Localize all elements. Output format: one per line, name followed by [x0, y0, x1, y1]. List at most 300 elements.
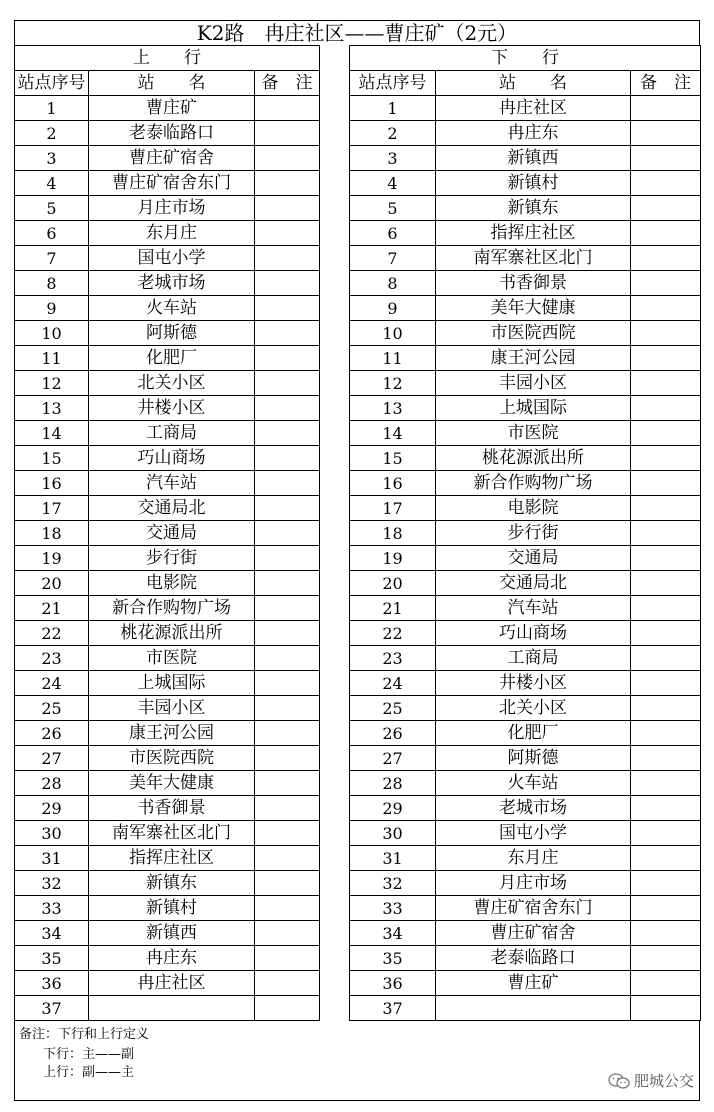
upbound-remark-cell [255, 96, 320, 121]
downbound-seq-cell: 1 [350, 96, 436, 121]
upbound-seq-cell: 23 [15, 646, 89, 671]
upbound-remark-cell [255, 896, 320, 921]
upbound-seq-cell: 18 [15, 521, 89, 546]
upbound-name-cell: 新镇西 [89, 921, 255, 946]
downbound-remark-cell [631, 746, 701, 771]
upbound-remark-cell [255, 296, 320, 321]
downbound-name-cell: 桃花源派出所 [436, 446, 631, 471]
downbound-name-cell: 汽车站 [436, 596, 631, 621]
table-row [15, 846, 701, 871]
downbound-name-cell: 月庄市场 [436, 871, 631, 896]
gap-cell [320, 571, 350, 596]
gap-cell [320, 496, 350, 521]
upbound-seq-cell: 19 [15, 546, 89, 571]
upbound-seq-cell: 34 [15, 921, 89, 946]
gap-cell [320, 771, 350, 796]
upbound-remark-cell [255, 971, 320, 996]
downbound-name-cell: 市医院 [436, 421, 631, 446]
upbound-seq-cell: 17 [15, 496, 89, 521]
downbound-name-header: 站 名 [436, 71, 631, 96]
table-row [15, 621, 701, 646]
downbound-name-cell: 美年大健康 [436, 296, 631, 321]
upbound-name-cell: 交通局 [89, 521, 255, 546]
downbound-name-cell: 新合作购物广场 [436, 471, 631, 496]
table-row [15, 971, 701, 996]
downbound-name-cell: 新镇村 [436, 171, 631, 196]
direction-header-row [15, 46, 701, 71]
upbound-remark-cell [255, 471, 320, 496]
upbound-name-cell: 康王河公园 [89, 721, 255, 746]
downbound-name-cell: 曹庄矿宿舍 [436, 921, 631, 946]
upbound-seq-cell: 28 [15, 771, 89, 796]
table-row [15, 571, 701, 596]
upbound-remark-cell [255, 171, 320, 196]
downbound-seq-cell: 13 [350, 396, 436, 421]
upbound-name-cell: 冉庄东 [89, 946, 255, 971]
downbound-seq-cell: 9 [350, 296, 436, 321]
downbound-name-cell: 新镇东 [436, 196, 631, 221]
stops-table [14, 45, 701, 1021]
upbound-name-cell: 美年大健康 [89, 771, 255, 796]
table-row [15, 196, 701, 221]
downbound-name-cell: 新镇西 [436, 146, 631, 171]
downbound-seq-cell: 16 [350, 471, 436, 496]
downbound-seq-cell: 17 [350, 496, 436, 521]
table-row [15, 346, 701, 371]
downbound-remark-cell [631, 896, 701, 921]
table-row [15, 521, 701, 546]
upbound-seq-cell: 31 [15, 846, 89, 871]
gap-cell [320, 346, 350, 371]
downbound-remark-cell [631, 146, 701, 171]
upbound-remark-cell [255, 146, 320, 171]
downbound-seq-cell: 10 [350, 321, 436, 346]
downbound-seq-cell: 15 [350, 446, 436, 471]
upbound-seq-cell: 10 [15, 321, 89, 346]
gap-cell [320, 646, 350, 671]
table-row [15, 96, 701, 121]
downbound-name-cell: 书香御景 [436, 271, 631, 296]
notes-heading: 备注：下行和上行定义 [19, 1027, 150, 1042]
downbound-remark-cell [631, 546, 701, 571]
downbound-remark-cell [631, 271, 701, 296]
gap-cell [320, 696, 350, 721]
table-row [15, 171, 701, 196]
upbound-remark-header: 备 注 [255, 71, 320, 96]
downbound-seq-cell: 31 [350, 846, 436, 871]
gap-cell [320, 521, 350, 546]
upbound-name-cell: 井楼小区 [89, 396, 255, 421]
table-row [15, 646, 701, 671]
upbound-seq-cell: 21 [15, 596, 89, 621]
upbound-remark-cell [255, 321, 320, 346]
upbound-name-cell: 曹庄矿 [89, 96, 255, 121]
upbound-name-cell: 新镇村 [89, 896, 255, 921]
upbound-name-cell: 国屯小学 [89, 246, 255, 271]
upbound-name-cell: 火车站 [89, 296, 255, 321]
upbound-remark-cell [255, 821, 320, 846]
upbound-remark-cell [255, 421, 320, 446]
gap-cell [320, 596, 350, 621]
downbound-seq-cell: 29 [350, 796, 436, 821]
upbound-remark-cell [255, 246, 320, 271]
downbound-remark-cell [631, 921, 701, 946]
upbound-seq-cell: 3 [15, 146, 89, 171]
downbound-remark-cell [631, 771, 701, 796]
upbound-name-cell: 曹庄矿宿舍 [89, 146, 255, 171]
gap-cell [320, 196, 350, 221]
upbound-seq-cell: 8 [15, 271, 89, 296]
gap-cell [320, 971, 350, 996]
upbound-name-cell: 汽车站 [89, 471, 255, 496]
upbound-seq-cell: 20 [15, 571, 89, 596]
downbound-remark-cell [631, 871, 701, 896]
downbound-seq-cell: 25 [350, 696, 436, 721]
downbound-seq-cell: 19 [350, 546, 436, 571]
downbound-remark-cell [631, 221, 701, 246]
upbound-remark-cell [255, 721, 320, 746]
downbound-seq-cell: 30 [350, 821, 436, 846]
downbound-seq-cell: 7 [350, 246, 436, 271]
upbound-seq-cell: 5 [15, 196, 89, 221]
table-row [15, 696, 701, 721]
downbound-seq-cell: 14 [350, 421, 436, 446]
downbound-name-cell: 上城国际 [436, 396, 631, 421]
upbound-remark-cell [255, 346, 320, 371]
downbound-name-cell: 巧山商场 [436, 621, 631, 646]
table-row [15, 771, 701, 796]
upbound-remark-cell [255, 121, 320, 146]
watermark [608, 1070, 694, 1091]
downbound-seq-cell: 37 [350, 996, 436, 1021]
downbound-seq-cell: 18 [350, 521, 436, 546]
table-row [15, 871, 701, 896]
upbound-name-cell: 老泰临路口 [89, 121, 255, 146]
downbound-seq-cell: 5 [350, 196, 436, 221]
upbound-direction-label: 上 行 [15, 46, 320, 71]
upbound-seq-header: 站点序号 [15, 71, 89, 96]
gap-cell [320, 671, 350, 696]
upbound-seq-cell: 30 [15, 821, 89, 846]
downbound-name-cell: 井楼小区 [436, 671, 631, 696]
gap-cell [320, 96, 350, 121]
gap-cell [320, 271, 350, 296]
downbound-remark-cell [631, 471, 701, 496]
downbound-name-cell: 电影院 [436, 496, 631, 521]
upbound-seq-cell: 36 [15, 971, 89, 996]
gap-cell [320, 471, 350, 496]
downbound-remark-cell [631, 821, 701, 846]
upbound-remark-cell [255, 771, 320, 796]
route-title: K2路 冉庄社区——曹庄矿（2元） [14, 20, 700, 45]
upbound-seq-cell: 15 [15, 446, 89, 471]
downbound-remark-cell [631, 371, 701, 396]
downbound-seq-cell: 36 [350, 971, 436, 996]
upbound-name-cell: 东月庄 [89, 221, 255, 246]
notes-upbound-definition: 上行：副——主 [43, 1065, 135, 1080]
upbound-remark-cell [255, 696, 320, 721]
route-sheet [14, 20, 700, 1021]
wechat-icon [608, 1072, 630, 1090]
downbound-seq-cell: 27 [350, 746, 436, 771]
upbound-remark-cell [255, 196, 320, 221]
upbound-remark-cell [255, 946, 320, 971]
downbound-remark-cell [631, 121, 701, 146]
upbound-name-cell: 市医院 [89, 646, 255, 671]
downbound-remark-cell [631, 446, 701, 471]
downbound-name-cell: 曹庄矿宿舍东门 [436, 896, 631, 921]
downbound-seq-header: 站点序号 [350, 71, 436, 96]
upbound-remark-cell [255, 796, 320, 821]
gap-cell [320, 171, 350, 196]
downbound-remark-cell [631, 346, 701, 371]
upbound-name-cell: 丰园小区 [89, 696, 255, 721]
table-row [15, 146, 701, 171]
upbound-seq-cell: 32 [15, 871, 89, 896]
upbound-remark-cell [255, 371, 320, 396]
downbound-name-cell: 指挥庄社区 [436, 221, 631, 246]
downbound-name-cell: 交通局 [436, 546, 631, 571]
upbound-name-cell: 新镇东 [89, 871, 255, 896]
downbound-seq-cell: 24 [350, 671, 436, 696]
gap-cell [320, 721, 350, 746]
upbound-seq-cell: 2 [15, 121, 89, 146]
downbound-remark-cell [631, 721, 701, 746]
gap-cell [320, 546, 350, 571]
upbound-seq-cell: 1 [15, 96, 89, 121]
column-header-row [15, 71, 701, 96]
downbound-remark-cell [631, 796, 701, 821]
downbound-remark-cell [631, 846, 701, 871]
downbound-remark-cell [631, 571, 701, 596]
upbound-seq-cell: 12 [15, 371, 89, 396]
upbound-seq-cell: 4 [15, 171, 89, 196]
downbound-name-cell: 南军寨社区北门 [436, 246, 631, 271]
downbound-name-cell: 国屯小学 [436, 821, 631, 846]
upbound-remark-cell [255, 921, 320, 946]
upbound-name-cell: 北关小区 [89, 371, 255, 396]
downbound-remark-cell [631, 996, 701, 1021]
downbound-name-cell: 交通局北 [436, 571, 631, 596]
table-row [15, 746, 701, 771]
table-row [15, 121, 701, 146]
gap-cell [320, 321, 350, 346]
upbound-remark-cell [255, 671, 320, 696]
downbound-name-cell: 步行街 [436, 521, 631, 546]
watermark-text: 肥城公交 [633, 1072, 694, 1090]
table-row [15, 421, 701, 446]
upbound-seq-cell: 11 [15, 346, 89, 371]
downbound-name-cell: 曹庄矿 [436, 971, 631, 996]
table-row [15, 471, 701, 496]
table-row [15, 596, 701, 621]
downbound-remark-cell [631, 396, 701, 421]
downbound-seq-cell: 11 [350, 346, 436, 371]
downbound-name-cell: 东月庄 [436, 846, 631, 871]
downbound-remark-cell [631, 496, 701, 521]
downbound-remark-header: 备 注 [631, 71, 701, 96]
downbound-seq-cell: 23 [350, 646, 436, 671]
upbound-name-cell: 桃花源派出所 [89, 621, 255, 646]
gap-cell [320, 246, 350, 271]
table-row [15, 321, 701, 346]
upbound-remark-cell [255, 546, 320, 571]
table-row [15, 671, 701, 696]
downbound-name-cell: 康王河公园 [436, 346, 631, 371]
upbound-remark-cell [255, 496, 320, 521]
upbound-name-cell: 南军寨社区北门 [89, 821, 255, 846]
gap-cell [320, 946, 350, 971]
table-row [15, 896, 701, 921]
upbound-remark-cell [255, 621, 320, 646]
downbound-name-cell: 冉庄东 [436, 121, 631, 146]
upbound-name-cell: 冉庄社区 [89, 971, 255, 996]
downbound-remark-cell [631, 946, 701, 971]
downbound-seq-cell: 33 [350, 896, 436, 921]
downbound-name-cell: 阿斯德 [436, 746, 631, 771]
table-row [15, 721, 701, 746]
gap-cell [320, 896, 350, 921]
downbound-remark-cell [631, 171, 701, 196]
table-row [15, 296, 701, 321]
downbound-name-cell: 化肥厂 [436, 721, 631, 746]
upbound-name-cell: 化肥厂 [89, 346, 255, 371]
upbound-seq-cell: 37 [15, 996, 89, 1021]
upbound-remark-cell [255, 871, 320, 896]
upbound-name-cell: 新合作购物广场 [89, 596, 255, 621]
upbound-name-cell: 指挥庄社区 [89, 846, 255, 871]
upbound-remark-cell [255, 646, 320, 671]
downbound-seq-cell: 4 [350, 171, 436, 196]
downbound-direction-label: 下 行 [350, 46, 701, 71]
downbound-seq-cell: 34 [350, 921, 436, 946]
downbound-name-cell: 市医院西院 [436, 321, 631, 346]
upbound-name-cell: 老城市场 [89, 271, 255, 296]
gap-cell [320, 921, 350, 946]
upbound-seq-cell: 25 [15, 696, 89, 721]
upbound-seq-cell: 13 [15, 396, 89, 421]
downbound-remark-cell [631, 621, 701, 646]
upbound-name-cell: 工商局 [89, 421, 255, 446]
gap-cell [320, 146, 350, 171]
downbound-remark-cell [631, 421, 701, 446]
downbound-seq-cell: 32 [350, 871, 436, 896]
upbound-seq-cell: 14 [15, 421, 89, 446]
table-row [15, 996, 701, 1021]
upbound-remark-cell [255, 446, 320, 471]
gap-cell [320, 296, 350, 321]
downbound-remark-cell [631, 321, 701, 346]
downbound-name-cell: 工商局 [436, 646, 631, 671]
downbound-remark-cell [631, 196, 701, 221]
upbound-name-cell: 电影院 [89, 571, 255, 596]
downbound-remark-cell [631, 596, 701, 621]
gap-cell [320, 121, 350, 146]
downbound-seq-cell: 22 [350, 621, 436, 646]
gap-cell [320, 996, 350, 1021]
upbound-name-cell: 步行街 [89, 546, 255, 571]
upbound-seq-cell: 16 [15, 471, 89, 496]
downbound-remark-cell [631, 296, 701, 321]
downbound-seq-cell: 21 [350, 596, 436, 621]
gap-cell [320, 396, 350, 421]
upbound-name-cell: 市医院西院 [89, 746, 255, 771]
notes-box [14, 1021, 700, 1101]
upbound-name-cell: 曹庄矿宿舍东门 [89, 171, 255, 196]
downbound-seq-cell: 28 [350, 771, 436, 796]
gap-cell [320, 221, 350, 246]
table-row [15, 921, 701, 946]
upbound-name-cell: 月庄市场 [89, 196, 255, 221]
upbound-remark-cell [255, 746, 320, 771]
upbound-seq-cell: 6 [15, 221, 89, 246]
table-row [15, 821, 701, 846]
table-row [15, 221, 701, 246]
upbound-name-cell: 书香御景 [89, 796, 255, 821]
upbound-seq-cell: 27 [15, 746, 89, 771]
downbound-name-cell: 北关小区 [436, 696, 631, 721]
downbound-seq-cell: 12 [350, 371, 436, 396]
upbound-remark-cell [255, 396, 320, 421]
gap-cell [320, 71, 350, 96]
table-row [15, 271, 701, 296]
upbound-remark-cell [255, 596, 320, 621]
gap-cell [320, 421, 350, 446]
downbound-seq-cell: 26 [350, 721, 436, 746]
downbound-name-cell: 冉庄社区 [436, 96, 631, 121]
downbound-name-cell: 老泰临路口 [436, 946, 631, 971]
upbound-seq-cell: 29 [15, 796, 89, 821]
table-row [15, 796, 701, 821]
gap-cell [320, 846, 350, 871]
upbound-seq-cell: 35 [15, 946, 89, 971]
upbound-remark-cell [255, 521, 320, 546]
upbound-seq-cell: 22 [15, 621, 89, 646]
upbound-remark-cell [255, 571, 320, 596]
upbound-name-cell: 交通局北 [89, 496, 255, 521]
table-row [15, 246, 701, 271]
table-row [15, 371, 701, 396]
upbound-name-cell: 巧山商场 [89, 446, 255, 471]
downbound-remark-cell [631, 246, 701, 271]
downbound-remark-cell [631, 696, 701, 721]
upbound-seq-cell: 9 [15, 296, 89, 321]
downbound-name-cell: 丰园小区 [436, 371, 631, 396]
downbound-seq-cell: 20 [350, 571, 436, 596]
gap-cell [320, 371, 350, 396]
notes-downbound-definition: 下行：主——副 [43, 1047, 135, 1062]
table-row [15, 396, 701, 421]
downbound-remark-cell [631, 971, 701, 996]
downbound-remark-cell [631, 521, 701, 546]
upbound-name-cell [89, 996, 255, 1021]
upbound-seq-cell: 24 [15, 671, 89, 696]
gap-cell [320, 621, 350, 646]
downbound-remark-cell [631, 671, 701, 696]
upbound-name-cell: 阿斯德 [89, 321, 255, 346]
table-row [15, 946, 701, 971]
gap-cell [320, 46, 350, 71]
downbound-remark-cell [631, 646, 701, 671]
upbound-remark-cell [255, 271, 320, 296]
upbound-remark-cell [255, 846, 320, 871]
gap-cell [320, 446, 350, 471]
upbound-remark-cell [255, 996, 320, 1021]
table-row [15, 446, 701, 471]
downbound-seq-cell: 6 [350, 221, 436, 246]
gap-cell [320, 821, 350, 846]
gap-cell [320, 871, 350, 896]
